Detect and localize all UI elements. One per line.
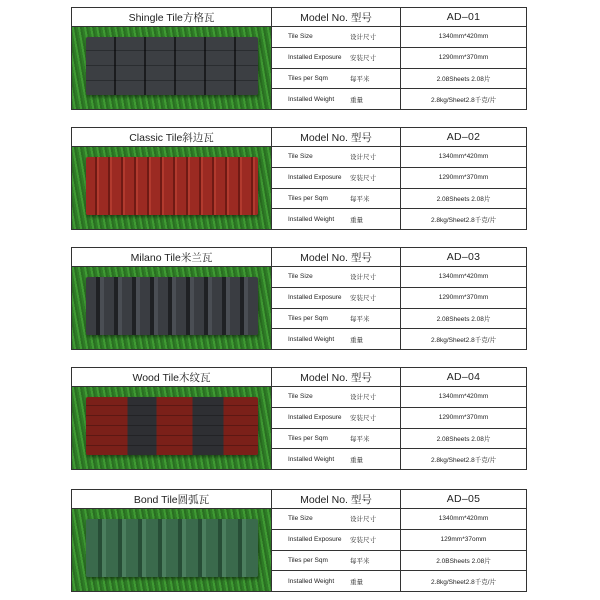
spec-label-zh: 安装尺寸	[350, 175, 376, 183]
spec-value: 1340mm*420mm	[438, 273, 489, 281]
spec-label-en: Tile Size	[288, 33, 313, 41]
spec-value: 1290mm*370mm	[438, 414, 489, 422]
spec-label-zh: 安装尺寸	[350, 295, 376, 303]
spec-row-weight	[272, 329, 526, 349]
product-card-classic	[71, 127, 527, 230]
spec-value: 2.08Sheets 2.08片	[436, 435, 491, 443]
spec-row-sqm	[272, 189, 526, 210]
spec-value: 2.8kg/Sheet2.8千克/片	[430, 578, 497, 586]
tile-photo	[72, 509, 272, 591]
spec-label-en: Installed Weight	[288, 95, 335, 103]
spec-label-en: Installed Weight	[288, 455, 335, 463]
spec-label-en: Tile Size	[288, 273, 313, 281]
model-code: AD–04	[446, 371, 481, 383]
model-code: AD–05	[446, 493, 481, 505]
spec-row-sqm	[272, 69, 526, 90]
spec-table	[272, 387, 526, 469]
tile-photo	[72, 147, 272, 229]
spec-label-en: Tile Size	[288, 393, 313, 401]
spec-value: 2.8kg/Sheet2.8千克/片	[430, 336, 497, 344]
spec-table	[272, 509, 526, 591]
spec-row-sqm	[272, 429, 526, 450]
spec-value: 2.08Sheets 2.08片	[436, 195, 491, 203]
tile-photo	[72, 387, 272, 469]
spec-label-zh: 每平米	[350, 557, 370, 565]
model-code: AD–03	[446, 251, 481, 263]
spec-value: 1340mm*420mm	[438, 33, 489, 41]
spec-row-exposure	[272, 168, 526, 189]
spec-table	[272, 267, 526, 349]
product-card-shingle	[71, 7, 527, 110]
spec-value: 1290mm*370mm	[438, 54, 489, 62]
spec-label-en: Tiles per Sqm	[288, 194, 328, 202]
card-header	[72, 490, 526, 509]
wood-tile-image	[86, 397, 258, 455]
spec-value: 2.08Sheets 2.08片	[436, 315, 491, 323]
spec-label-en: Installed Exposure	[288, 54, 342, 62]
spec-label-zh: 安装尺寸	[350, 55, 376, 63]
spec-value: 2.08Sheets 2.08片	[436, 75, 491, 83]
spec-row-size	[272, 147, 526, 168]
spec-label-en: Installed Weight	[288, 215, 335, 223]
product-card-milano	[71, 247, 527, 350]
spec-row-exposure	[272, 530, 526, 551]
milano-tile-image	[86, 277, 258, 335]
spec-label-zh: 安装尺寸	[350, 415, 376, 423]
classic-tile-image	[86, 157, 258, 215]
spec-label-zh: 每平米	[350, 315, 370, 323]
tile-name: Shingle Tile方格瓦	[72, 8, 272, 26]
model-label: Model No. 型号	[272, 8, 401, 26]
spec-value: 1340mm*420mm	[438, 153, 489, 161]
model-label: Model No. 型号	[272, 248, 401, 266]
tile-name: Wood Tile木纹瓦	[72, 368, 272, 386]
spec-row-weight	[272, 571, 526, 591]
spec-label-zh: 设计尺寸	[350, 34, 376, 42]
bond-tile-image	[86, 519, 258, 577]
spec-label-en: Tile Size	[288, 153, 313, 161]
spec-value: 1290mm*370mm	[438, 294, 489, 302]
product-card-bond	[71, 489, 527, 592]
spec-label-zh: 设计尺寸	[350, 274, 376, 282]
model-code: AD–02	[446, 131, 481, 143]
card-header	[72, 248, 526, 267]
spec-label-en: Installed Weight	[288, 335, 335, 343]
spec-label-zh: 重量	[350, 96, 363, 104]
model-label: Model No. 型号	[272, 128, 401, 146]
spec-label-zh: 重量	[350, 216, 363, 224]
tile-photo	[72, 267, 272, 349]
spec-label-zh: 重量	[350, 456, 363, 464]
spec-label-zh: 重量	[350, 578, 363, 586]
spec-label-en: Installed Exposure	[288, 536, 342, 544]
spec-row-exposure	[272, 48, 526, 69]
spec-row-exposure	[272, 288, 526, 309]
spec-row-sqm	[272, 309, 526, 330]
shingle-tile-image	[86, 37, 258, 95]
model-label: Model No. 型号	[272, 368, 401, 386]
spec-row-weight	[272, 209, 526, 229]
spec-table	[272, 27, 526, 109]
spec-value: 129mm*37omm	[440, 536, 487, 544]
spec-row-weight	[272, 449, 526, 469]
spec-label-zh: 每平米	[350, 435, 370, 443]
spec-value: 1290mm*370mm	[438, 174, 489, 182]
spec-label-zh: 设计尺寸	[350, 516, 376, 524]
spec-value: 1340mm*420mm	[438, 515, 489, 523]
spec-label-zh: 设计尺寸	[350, 154, 376, 162]
spec-row-size	[272, 267, 526, 288]
spec-value: 2.8kg/Sheet2.8千克/片	[430, 96, 497, 104]
tile-name: Bond Tile圆弧瓦	[72, 490, 272, 508]
spec-label-zh: 每平米	[350, 195, 370, 203]
spec-row-exposure	[272, 408, 526, 429]
spec-label-en: Tiles per Sqm	[288, 314, 328, 322]
spec-row-weight	[272, 89, 526, 109]
spec-label-en: Installed Exposure	[288, 414, 342, 422]
model-code: AD–01	[446, 11, 481, 23]
tile-photo	[72, 27, 272, 109]
tile-name: Milano Tile米兰瓦	[72, 248, 272, 266]
spec-label-zh: 每平米	[350, 75, 370, 83]
spec-label-en: Installed Exposure	[288, 174, 342, 182]
spec-row-size	[272, 27, 526, 48]
product-card-wood	[71, 367, 527, 470]
spec-label-en: Tiles per Sqm	[288, 74, 328, 82]
tile-name: Classic Tile斜边瓦	[72, 128, 272, 146]
spec-row-sqm	[272, 551, 526, 572]
spec-value: 2.8kg/Sheet2.8千克/片	[430, 216, 497, 224]
spec-label-en: Installed Exposure	[288, 294, 342, 302]
model-label: Model No. 型号	[272, 490, 401, 508]
card-header	[72, 8, 526, 27]
spec-row-size	[272, 509, 526, 530]
card-header	[72, 128, 526, 147]
card-header	[72, 368, 526, 387]
spec-label-zh: 设计尺寸	[350, 394, 376, 402]
spec-label-en: Installed Weight	[288, 577, 335, 585]
spec-value: 2.8kg/Sheet2.8千克/片	[430, 456, 497, 464]
spec-row-size	[272, 387, 526, 408]
spec-label-en: Tiles per Sqm	[288, 434, 328, 442]
spec-table	[272, 147, 526, 229]
spec-label-zh: 安装尺寸	[350, 537, 376, 545]
spec-value: 1340mm*420mm	[438, 393, 489, 401]
spec-label-en: Tile Size	[288, 515, 313, 523]
spec-label-zh: 重量	[350, 336, 363, 344]
spec-label-en: Tiles per Sqm	[288, 556, 328, 564]
spec-value: 2.0BSheets 2.08片	[436, 557, 491, 565]
